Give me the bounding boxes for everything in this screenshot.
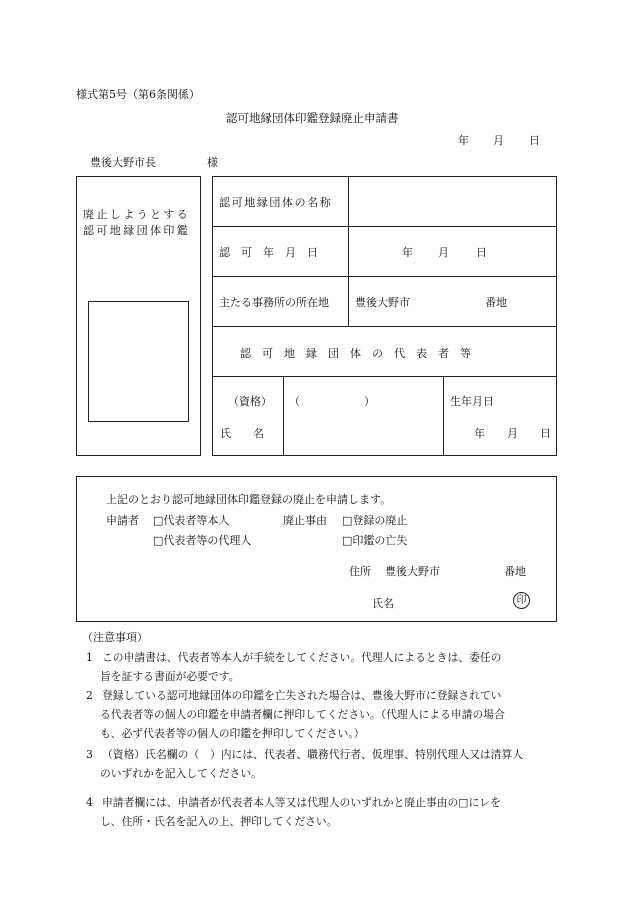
group-name-label: 認可地縁団体の名称: [219, 196, 333, 209]
applicant-label: 申請者: [106, 514, 139, 527]
office-address-label: 主たる事務所の所在地: [219, 296, 329, 309]
applicant-option-self[interactable]: □代表者等本人: [153, 514, 230, 527]
info-table-row-divider: [212, 326, 557, 327]
seal-impression-area[interactable]: [88, 301, 189, 422]
birth-month: 月: [507, 427, 518, 440]
info-table-row-divider: [212, 276, 557, 277]
note-item: [86, 686, 556, 743]
date-year: 年: [458, 134, 469, 147]
address-city: 豊後大野市: [385, 565, 440, 578]
birth-year: 年: [474, 427, 485, 440]
form-number: 様式第5号（第6条関係）: [76, 88, 200, 101]
office-banchi: 番地: [485, 296, 507, 309]
note-text: 旨を証する書面が必要です。: [100, 670, 240, 683]
info-table-row-divider: [212, 376, 557, 377]
page-title: 認可地縁団体印鑑登録廃止申請書: [226, 111, 399, 125]
qualification-paren-open: （: [289, 395, 300, 408]
note-text: この申請書は、代表者等本人が手続をしてください。代理人によるときは、委任の: [102, 651, 502, 664]
date-month: 月: [493, 134, 504, 147]
info-table-col-divider: [443, 376, 444, 456]
info-table-col-divider: [348, 176, 349, 327]
note-text: のいずれかを記入してください。: [100, 767, 262, 780]
office-city: 豊後大野市: [355, 296, 410, 309]
approval-year: 年: [402, 246, 413, 259]
addressee-honorific: 様: [207, 156, 218, 169]
note-text: 申請者欄には、申請者が代表者本人等又は代理人のいずれかと廃止事由の□にレを: [102, 796, 501, 809]
note-text: し、住所・氏名を記入の上、押印してください。: [100, 815, 338, 828]
notes-heading: （注意事項）: [82, 631, 148, 644]
approval-day: 日: [476, 246, 487, 259]
note-number: 1: [86, 651, 93, 664]
representative-name-field[interactable]: [288, 410, 438, 450]
info-table-row-divider: [212, 226, 557, 227]
date-day: 日: [529, 134, 540, 147]
note-item: [86, 648, 556, 686]
approval-month: 月: [438, 246, 449, 259]
note-item: [86, 745, 556, 783]
approval-date-label: 認 可 年 月 日: [219, 246, 318, 259]
birth-day: 日: [540, 427, 551, 440]
birthdate-label: 生年月日: [450, 395, 494, 408]
qualification-label: （資格）: [228, 395, 272, 408]
note-text: る代表者等の個人の印鑑を申請者欄に押印してください。（代理人による申請の場合: [100, 708, 505, 721]
note-text: 登録している認可地縁団体の印鑑を亡失された場合は、豊後大野市に登録されてい: [102, 689, 502, 702]
application-statement: 上記のとおり認可地縁団体印鑑登録の廃止を申請します。: [106, 493, 392, 506]
qualification-paren-close: ）: [364, 395, 375, 408]
note-text: も、必ず代表者等の個人の印鑑を押印してください。）: [100, 727, 365, 740]
note-item: [86, 793, 556, 831]
reason-option-cancel[interactable]: □登録の廃止: [342, 514, 408, 527]
note-text: （資格）氏名欄の（ ）内には、代表者、職務代行者、仮理事、特別代理人又は清算人: [102, 748, 524, 761]
applicant-name-label: 氏名: [372, 597, 394, 610]
seal-mark-text: 印: [516, 595, 527, 606]
full-name-label: 氏 名: [220, 427, 264, 440]
address-banchi: 番地: [504, 565, 526, 578]
representative-header: 認 可 地 縁 団 体 の 代 表 者 等: [240, 347, 471, 360]
reason-label: 廃止事由: [283, 514, 327, 527]
reason-option-lost[interactable]: □印鑑の亡失: [342, 534, 408, 547]
seal-mark: [513, 592, 530, 609]
note-number: 4: [86, 796, 93, 809]
info-table-col-divider: [283, 376, 284, 456]
address-label: 住所: [349, 565, 371, 578]
applicant-option-proxy[interactable]: □代表者等の代理人: [153, 534, 252, 547]
seal-box-label-line2: 認可地縁団体印鑑: [83, 224, 191, 237]
seal-box-label-line1: 廃止しようとする: [83, 208, 191, 221]
group-name-field[interactable]: [352, 180, 552, 222]
addressee: 豊後大野市長: [90, 156, 156, 169]
note-number: 3: [86, 748, 93, 761]
note-number: 2: [86, 689, 93, 702]
